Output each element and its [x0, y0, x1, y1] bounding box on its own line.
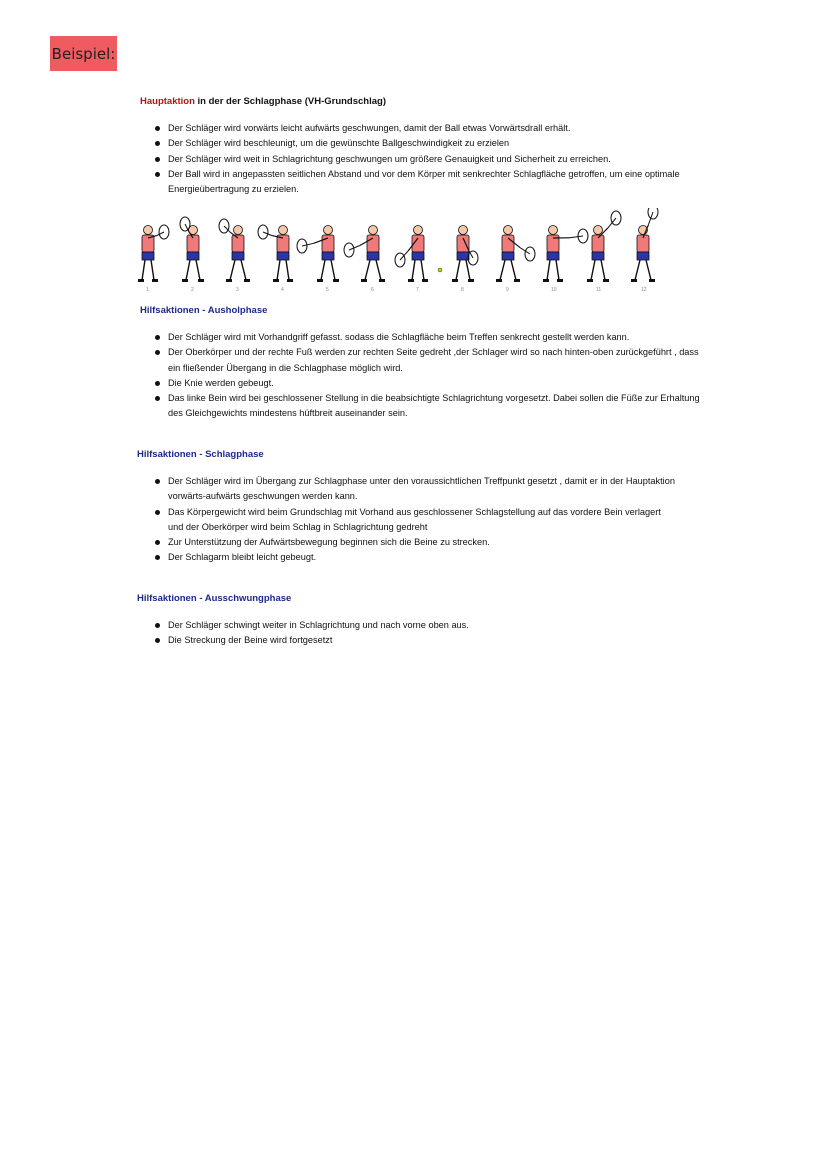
player-leg: [376, 260, 381, 280]
player-leg: [286, 260, 289, 280]
frame-number: 12: [641, 287, 647, 293]
frame-number: 11: [596, 287, 602, 293]
player-shoe: [287, 279, 293, 282]
player-leg: [277, 260, 280, 280]
player-frame-1: [138, 225, 169, 293]
player-leg: [500, 260, 505, 280]
section-heading-stroke: Hilfsaktionen - Schlagphase: [137, 449, 264, 460]
player-leg: [321, 260, 325, 280]
tennis-ball: [438, 268, 442, 272]
player-leg: [151, 260, 154, 280]
follow-through-list: [168, 618, 728, 649]
player-shoe: [422, 279, 428, 282]
player-frame-9: [496, 226, 535, 294]
player-shorts: [187, 252, 199, 260]
list-item: Der Schläger wird beschleunigt, um die gewünschte Ballgeschwindigkeit zu erzielen: [168, 136, 728, 151]
player-head: [504, 226, 513, 235]
player-leg: [646, 260, 651, 280]
player-leg: [556, 260, 559, 280]
player-head: [459, 226, 468, 235]
player-frame-5: [297, 226, 339, 294]
player-head: [549, 226, 558, 235]
player-shoe: [379, 279, 385, 282]
list-item: Der Schläger schwingt weiter in Schlagrichtung und nach vorne oben aus.: [168, 618, 728, 633]
list-item: Die Knie werden gebeugt.: [168, 376, 708, 391]
frame-number: 5: [326, 287, 329, 293]
player-leg: [230, 260, 235, 280]
player-shorts: [142, 252, 154, 260]
player-shoe: [543, 279, 549, 282]
list-item: Die Streckung der Beine wird fortgesetzt: [168, 633, 728, 648]
player-shoe: [273, 279, 279, 282]
player-shoe: [603, 279, 609, 282]
player-leg: [601, 260, 605, 280]
backswing-list: [168, 330, 708, 422]
player-shorts: [412, 252, 424, 260]
stroke-list: [168, 474, 678, 566]
player-leg: [412, 260, 415, 280]
frame-number: 6: [371, 287, 374, 293]
list-item: Der Schläger wird weit in Schlagrichtung geschwungen um größere Genauigkeit und Sicherheit zu erreichen.: [168, 152, 728, 167]
forehand-sequence-figure: [138, 208, 678, 294]
example-badge: Beispiel:: [50, 36, 117, 71]
section-heading-backswing: Hilfsaktionen - Ausholphase: [140, 305, 268, 316]
player-shirt: [502, 235, 514, 252]
player-shoe: [182, 279, 188, 282]
racket-handle: [570, 236, 584, 238]
player-leg: [511, 260, 516, 280]
list-item: Der Schlagarm bleibt leicht gebeugt.: [168, 550, 678, 565]
player-head: [369, 226, 378, 235]
player-shoe: [361, 279, 367, 282]
racket-head: [648, 208, 658, 219]
player-head: [234, 226, 243, 235]
player-leg: [142, 260, 145, 280]
player-frame-4: [258, 225, 293, 293]
heading-highlight: Hauptaktion: [140, 96, 195, 107]
section-heading-follow-through: Hilfsaktionen - Ausschwungphase: [137, 593, 292, 604]
player-shoe: [317, 279, 323, 282]
list-item: Das Körpergewicht wird beim Grundschlag mit Vorhand aus geschlossener Schlagstellung auf das vordere Bein verlagert und der Oberkörper wird beim Schlag in Schlagrichtung gedreht: [168, 505, 678, 536]
list-item: Das linke Bein wird bei geschlossener Stellung in die beabsichtigte Schlagrichtung vorgesetzt. Dabei sollen die Füße zur Erhaltung des Gleichgewichts mindestens hüftbreit auseinander sein.: [168, 391, 708, 422]
player-leg: [331, 260, 335, 280]
player-leg: [186, 260, 190, 280]
player-leg: [635, 260, 640, 280]
player-leg: [591, 260, 595, 280]
player-shorts: [637, 252, 649, 260]
player-leg: [421, 260, 424, 280]
player-head: [594, 226, 603, 235]
player-frame-11: [587, 211, 621, 293]
player-frame-10: [543, 226, 588, 294]
player-shorts: [457, 252, 469, 260]
player-frame-3: [219, 219, 250, 293]
racket-handle: [157, 232, 164, 236]
player-frame-6: [344, 226, 385, 294]
player-shorts: [277, 252, 289, 260]
main-action-list: [168, 121, 728, 197]
frame-number: 3: [236, 287, 239, 293]
racket-handle: [302, 243, 314, 246]
player-leg: [241, 260, 246, 280]
player-shirt: [322, 235, 334, 252]
player-shoe: [333, 279, 339, 282]
player-shirt: [367, 235, 379, 252]
player-frame-12: [631, 208, 658, 293]
player-shoe: [244, 279, 250, 282]
player-shorts: [547, 252, 559, 260]
player-shirt: [457, 235, 469, 252]
player-shorts: [232, 252, 244, 260]
player-shorts: [592, 252, 604, 260]
list-item: Der Schläger wird im Übergang zur Schlagphase unter den voraussichtlichen Treffpunkt gesetzt , damit er in der Hauptaktion vorwärts-aufwärts geschwungen werden kann.: [168, 474, 678, 505]
player-shoe: [138, 279, 144, 282]
player-shoe: [496, 279, 502, 282]
player-frame-8: [452, 226, 478, 294]
frame-number: 10: [551, 287, 557, 293]
frame-number: 4: [281, 287, 284, 293]
player-shoe: [468, 279, 474, 282]
player-shoe: [631, 279, 637, 282]
list-item: Zur Unterstützung der Aufwärtsbewegung beginnen sich die Beine zu strecken.: [168, 535, 678, 550]
frame-number: 9: [506, 287, 509, 293]
player-shoe: [452, 279, 458, 282]
player-leg: [456, 260, 460, 280]
player-shoe: [198, 279, 204, 282]
player-head: [324, 226, 333, 235]
player-head: [144, 226, 153, 235]
player-head: [414, 226, 423, 235]
player-shoe: [649, 279, 655, 282]
player-head: [279, 226, 288, 235]
player-shorts: [367, 252, 379, 260]
frame-number: 2: [191, 287, 194, 293]
player-shorts: [502, 252, 514, 260]
player-frame-7: [395, 226, 428, 294]
player-shoe: [587, 279, 593, 282]
list-item: Der Schläger wird mit Vorhandgriff gefasst. sodass die Schlagfläche beim Treffen senkrecht gestellt werden kann.: [168, 330, 708, 345]
player-frame-2: [180, 217, 204, 293]
frame-number: 7: [416, 287, 419, 293]
player-shoe: [152, 279, 158, 282]
player-shoe: [408, 279, 414, 282]
list-item: Der Ball wird in angepassten seitlichen Abstand und vor dem Körper mit senkrechter Schlagfläche getroffen, um eine optimale Energieübertragung zu erzielen.: [168, 167, 728, 198]
player-shoe: [226, 279, 232, 282]
player-shoe: [557, 279, 563, 282]
player-shoe: [514, 279, 520, 282]
player-leg: [196, 260, 200, 280]
section-heading-main-action: [140, 96, 386, 107]
frame-number: 8: [461, 287, 464, 293]
player-leg: [365, 260, 370, 280]
list-item: Der Oberkörper und der rechte Fuß werden zur rechten Seite gedreht ,der Schlager wird so nach hinten-oben zurückgeführt , dass ein fließender Übergang in die Schlagphase möglich wird.: [168, 345, 708, 376]
frame-number: 1: [146, 287, 149, 293]
player-shorts: [322, 252, 334, 260]
heading-rest: in der der Schlagphase (VH-Grundschlag): [194, 96, 386, 107]
list-item: Der Schläger wird vorwärts leicht aufwärts geschwungen, damit der Ball etwas Vorwärtsdrall erhält.: [168, 121, 728, 136]
player-leg: [547, 260, 550, 280]
